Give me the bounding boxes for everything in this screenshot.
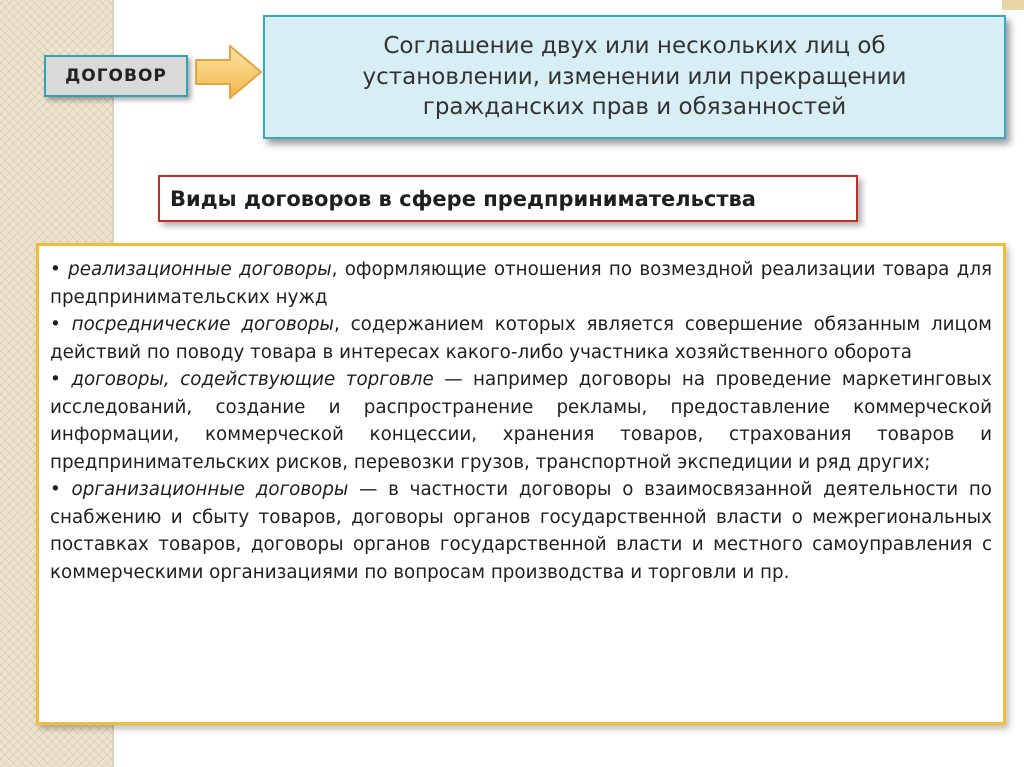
item-text: — в частности договоры о взаимосвязанной деятельности по снабжению и сбыту товаров, договоры органов государственной власти о межрегиональных поставках товаров, договоры органов государственной власти и местного самоуправления с коммерческими организациями по вопросам производства и торговли и пр. (50, 479, 992, 583)
list-item (50, 256, 992, 311)
item-text: , оформляющие отношения по возмездной реализации товара для предпринимательских нужд (50, 259, 992, 308)
bullet: • (50, 479, 61, 500)
term-label: ДОГОВОР (65, 66, 167, 86)
bullet: • (50, 259, 61, 280)
bullet: • (50, 314, 61, 335)
right-arrow-icon (194, 44, 264, 100)
list-item (50, 366, 992, 476)
term-label-box (44, 55, 188, 97)
contract-types-list (36, 243, 1006, 725)
list-item (50, 311, 992, 366)
item-text: , содержанием которых является совершение обязанным лицом действий по поводу товара в интересах какого-либо участника хозяйственного оборота (50, 314, 992, 363)
bullet: • (50, 369, 61, 390)
item-term: реализационные договоры (68, 259, 332, 280)
item-text: — например договоры на проведение маркетинговых исследований, создание и распространение рекламы, предоставление коммерческой информации, коммерческой концессии, хранения товаров, страхования товаров и предпринимательских рисков, перевозки грузов, транспортной экспедиции и ряд других; (50, 369, 992, 473)
item-term: договоры, содействующие торговле (71, 369, 434, 390)
corner-accent (1002, 0, 1024, 10)
item-term: организационные договоры (71, 479, 349, 500)
section-title: Виды договоров в сфере предпринимательства (170, 186, 756, 211)
item-term: посреднические договоры (71, 314, 334, 335)
section-title-box (158, 175, 858, 222)
definition-box (263, 15, 1006, 139)
definition-text: Соглашение двух или нескольких лиц об установлении, изменении или прекращении гражданских прав и обязанностей (362, 33, 907, 121)
list-item (50, 476, 992, 586)
